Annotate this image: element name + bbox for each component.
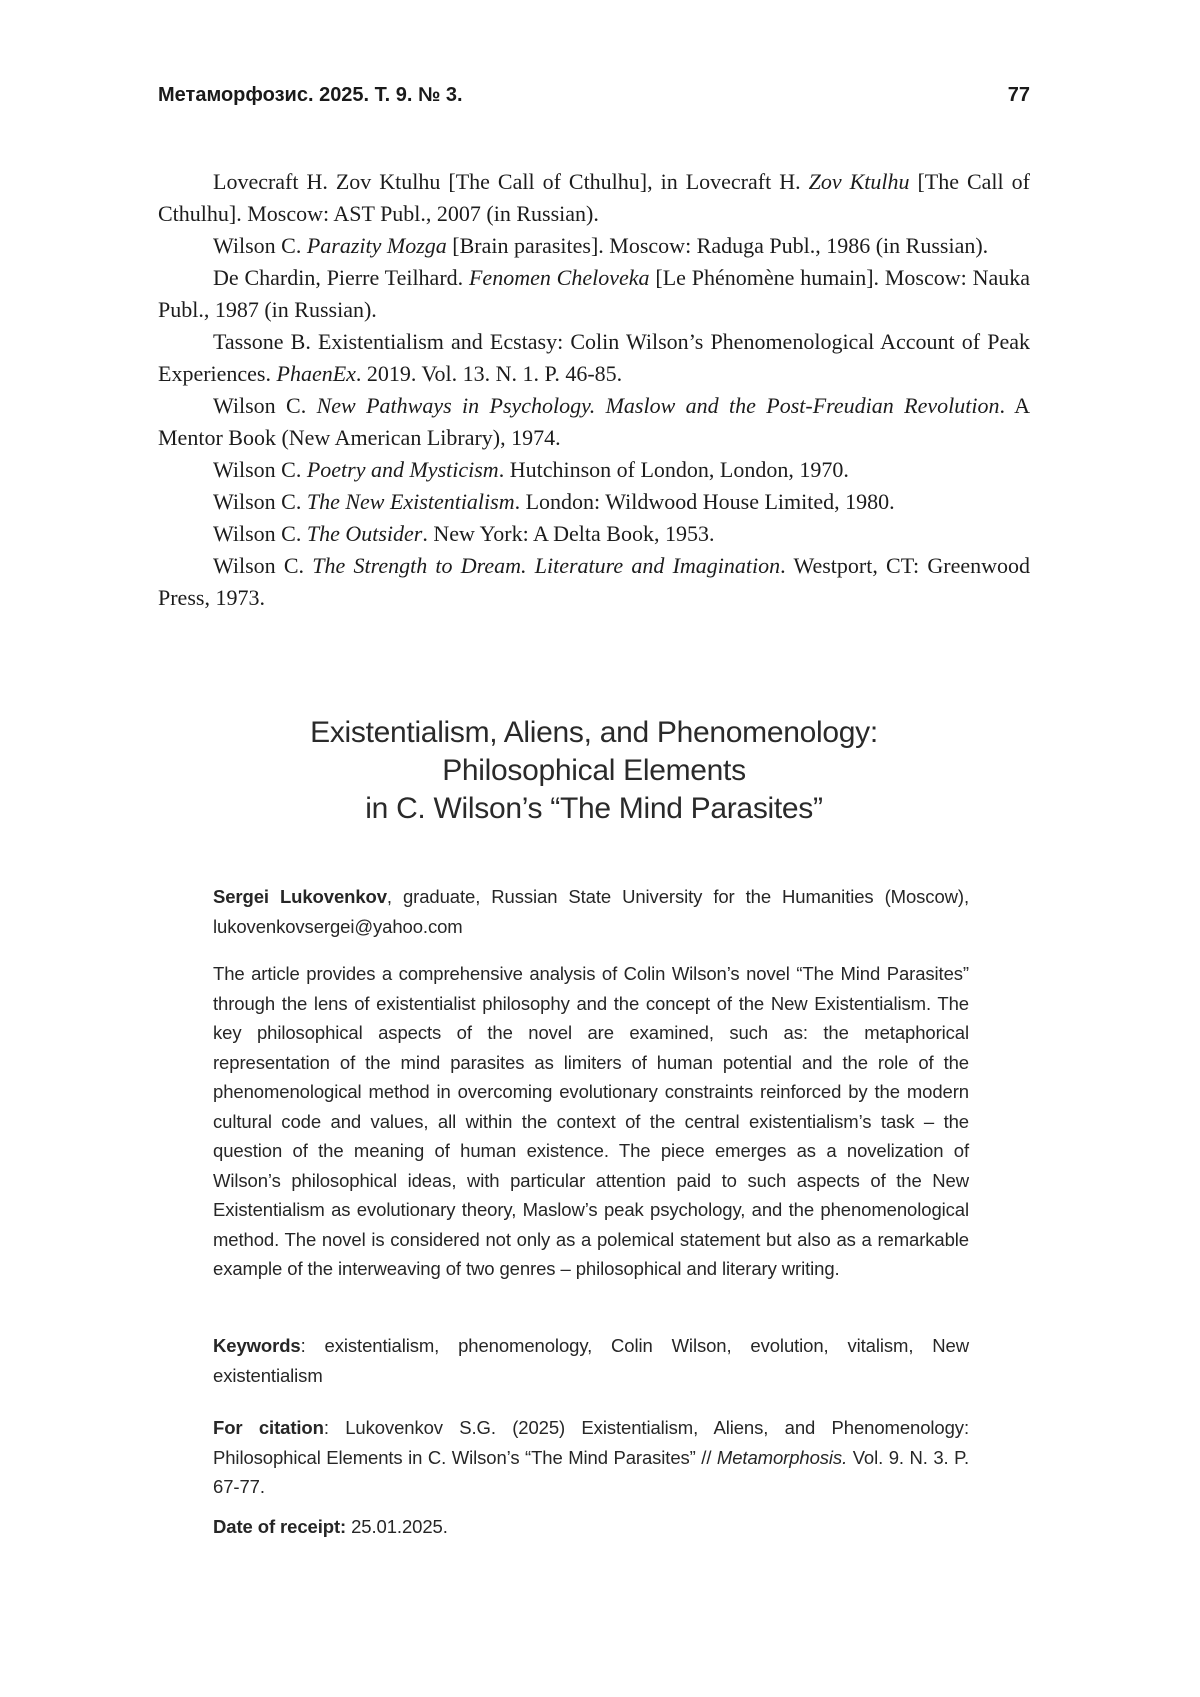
reference-entry: Wilson C. The Outsider. New York: A Delta Book, 1953. xyxy=(213,521,715,546)
reference-entry: Wilson C. Parazity Mozga [Brain parasites]. Moscow: Raduga Publ., 1986 (in Russian). xyxy=(213,233,989,258)
page-number: 77 xyxy=(1007,84,1030,106)
reference-entry: Lovecraft H. Zov Ktulhu [The Call of Cthulhu], in Lovecraft H. Zov Ktulhu [The Call of Cthulhu]. Moscow: AST Publ., 2007 (in Russian). xyxy=(158,169,1030,226)
article-title xyxy=(158,714,1030,828)
for-citation: For citation: Lukovenkov S.G. (2025) Existentialism, Aliens, and Phenomenology: Philosophical Elements in C. Wilson’s “The Mind Parasites” // Metamorphosis. Vol. 9. N. 3. P. 67-77. xyxy=(213,1417,969,1497)
reference-entry: De Chardin, Pierre Teilhard. Fenomen Cheloveka [Le Phénomène humain]. Moscow: Nauka Publ., 1987 (in Russian). xyxy=(158,265,1030,322)
reference-entry: Wilson C. The Strength to Dream. Literature and Imagination. Westport, CT: Greenwood Press, 1973. xyxy=(158,553,1030,610)
reference-entry: Wilson C. The New Existentialism. London: Wildwood House Limited, 1980. xyxy=(213,489,895,514)
article-title-line: Existentialism, Aliens, and Phenomenology: xyxy=(310,716,878,749)
journal-header: Метаморфозис. 2025. Т. 9. № 3. xyxy=(158,84,463,106)
article-title-line: in C. Wilson’s “The Mind Parasites” xyxy=(365,792,823,825)
keywords: Keywords: existentialism, phenomenology, Colin Wilson, evolution, vitalism, New existentialism xyxy=(213,1335,969,1386)
author-info: Sergei Lukovenkov, graduate, Russian State University for the Humanities (Moscow), lukovenkovsergei@yahoo.com xyxy=(213,886,969,937)
reference-entry: Wilson C. New Pathways in Psychology. Maslow and the Post-Freudian Revolution. A Mentor Book (New American Library), 1974. xyxy=(158,393,1031,450)
reference-entry: Tassone B. Existentialism and Ecstasy: Colin Wilson’s Phenomenological Account of Peak Experiences. PhaenEx. 2019. Vol. 13. N. 1. P. 46-85. xyxy=(158,329,1030,386)
abstract-text: The article provides a comprehensive analysis of Colin Wilson’s novel “The Mind Parasites” through the lens of existentialist philosophy and the concept of the New Existentialism. The key philosophical aspects of the novel are examined, such as: the metaphorical representation of the mind parasites as limiters of human potential and the role of the phenomenological method in overcoming evolutionary constraints reinforced by the modern cultural code and values, all within the context of the central existentialism’s task – the question of the meaning of human existence. The piece emerges as a novelization of Wilson’s philosophical ideas, with particular attention paid to such aspects of the New Existentialism as evolutionary theory, Maslow’s peak psychology, and the phenomenological method. The novel is considered not only as a polemical statement but also as a remarkable example of the interweaving of two genres – philosophical and literary writing. xyxy=(213,963,969,1279)
references-section xyxy=(158,166,1030,614)
reference-entry: Wilson C. Poetry and Mysticism. Hutchinson of London, London, 1970. xyxy=(213,457,849,482)
date-of-receipt: Date of receipt: 25.01.2025. xyxy=(213,1516,448,1537)
page-header xyxy=(158,84,1030,107)
article-title-line: Philosophical Elements xyxy=(442,754,746,787)
